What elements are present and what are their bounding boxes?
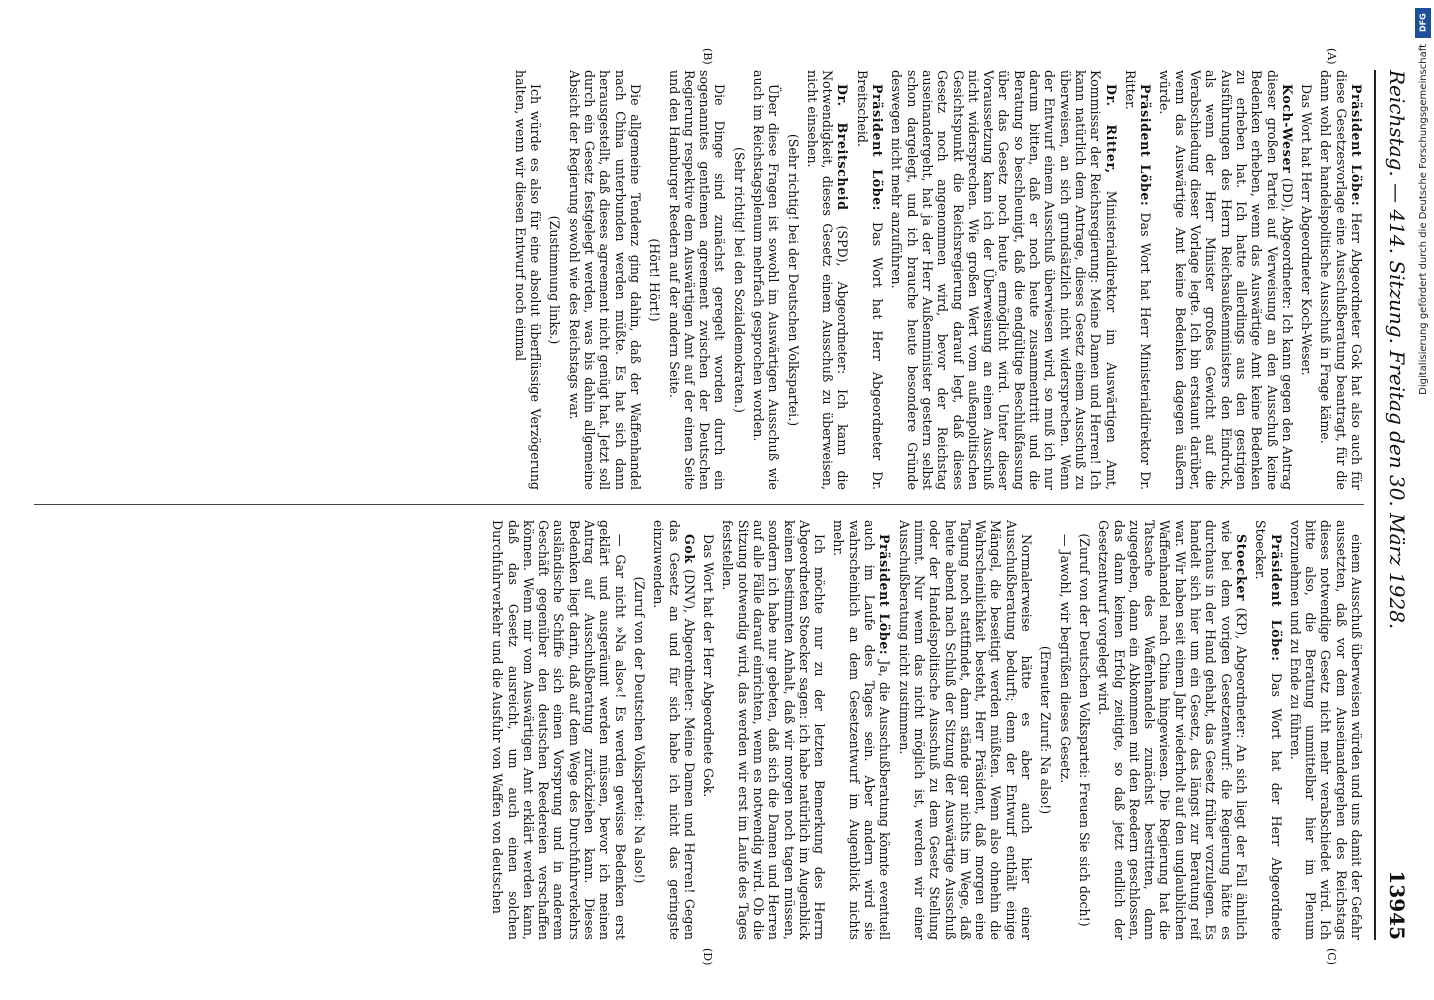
paragraph-text: Das Wort hat Herr Ministerialdirektor Dr. Ritter. — [1122, 70, 1154, 490]
paragraph — [1038, 520, 1053, 940]
paragraph — [701, 520, 716, 940]
paragraph-text: (Erneuter Zuruf: Na also!) — [1038, 645, 1054, 815]
paragraph-text: Über diese Fragen ist sowohl im Auswärtigen Ausschuß wie auch im Reichstagsplenum mehrfach gesprochen worden. — [751, 70, 782, 490]
paragraph-text: (Sehr richtig! bei der Deutschen Volkspartei.) — [785, 133, 801, 427]
dfg-logo: DFG — [1415, 8, 1431, 38]
column-divider — [34, 504, 1364, 505]
speaker-name: Koch-Weser — [1279, 84, 1295, 174]
paragraph-text: (Sehr richtig! bei den Sozialdemokraten.) — [731, 147, 747, 413]
paragraph — [632, 520, 647, 940]
paragraph — [731, 70, 746, 490]
paragraph — [1096, 520, 1249, 940]
speaker-name: Dr. Ritter, — [1103, 84, 1119, 174]
speaker-name: Dr. Breitscheid — [835, 84, 851, 211]
margin-mark-a: (A) — [1325, 48, 1338, 65]
margin-mark-b: (B) — [701, 48, 714, 65]
header-rule — [1374, 70, 1376, 940]
right-column — [24, 520, 1364, 940]
speaker-name: Stoecker — [1233, 534, 1249, 602]
paragraph-text: Das Wort hat Herr Abgeordneter Koch-Weser. — [1299, 84, 1315, 376]
paragraph-text: Herr Abgeordneter Gok hat also auch für diese Gesetzesvorlage eine Ausschußberatung beantragt, für die dann wohl der handelspolitische Ausschuß in Frage käme. — [1318, 70, 1364, 490]
paragraph — [1318, 70, 1364, 490]
paragraph — [1077, 520, 1092, 940]
digitization-side-strip — [1410, 0, 1434, 1000]
paragraph-text: Normalerweise hätte es aber auch hier einer Ausschußberatung bedurft; denn der Entwurf enthält einige Mängel, die beseitigt werden müßten. Wenn also ohnehin die Wahrscheinlichkeit besteht, Herr Präsident, daß morgen eine Tagung noch stattfindet, dann stände gar nichts im Wege, daß heute abend nach Schluß der Sitzung der Auswärtige Ausschuß oder der Handelspolitische Ausschuß zu dem Gesetz Stellung nimmt. Nur wenn das nicht möglich ist, werden wir einer Ausschußberatung nicht zustimmen. — [896, 520, 1035, 940]
paragraph — [1253, 520, 1284, 940]
rotated-scan-page — [0, 30, 1434, 970]
paragraph — [566, 70, 642, 490]
left-column — [24, 70, 1364, 490]
paragraph — [666, 70, 727, 490]
paragraph-text: Das Wort hat Herr Abgeordneter Dr. Breitscheid. — [854, 70, 886, 490]
speaker-name: Präsident Löbe: — [877, 534, 893, 656]
paragraph-text: — Gar nicht »Na also«! Es werden gewisse Bedenken erst geklärt und ausgeräumt werden müssen, bevor ich meinen Antrag auf Ausschußberatung zurückziehen kann. Dieses Bedenken liegt darin, daß auf dem Wege des Durchfuhrverkehrs ausländische Schiffe sich einen Vorsprung und in anderem Geschäft gegenüber den deutschen Reedereien verschaffen können. Wenn mir vom Auswärtigen Amt erklärt werden kann, daß das Gesetz ausreicht, um auch einen solchen Durchfuhrverkehr und die Ausfuhr von Waffen von deutschen — [490, 520, 628, 940]
paragraph-text: Das Wort hat der Herr Abgeordnete Gok. — [701, 534, 717, 798]
margin-mark-d: (D) — [701, 948, 714, 966]
speaker-name: Präsident Löbe: — [870, 84, 886, 212]
paragraph — [1299, 70, 1314, 490]
page-number: 13945 — [1385, 870, 1409, 940]
page-content — [0, 30, 1434, 970]
paragraph — [855, 70, 886, 490]
paragraph-text: (KP), Abgeordneter: An sich liegt der Fall ähnlich wie bei dem vorigen Gesetzentwurf: die Regierung hätte es durchaus in der Hand gehabt, das Gesetz früher vorzulegen. Es handelt sich hier um ein Gesetz, das längst zur Beratung reif war. Wir haben seit einem Jahr wiederholt auf den unglaublichen Waffenhandel nach China hingewiesen. Die Regierung hat die Tatsache des Waffenhandels zunächst bestritten, dann zugegeben, dann ein Abkommen mit den Reedern geschlossen, das dann keinen Erfolg zeitigte, so daß jetzt endlich der Gesetzentwurf vorgelegt wird. — [1096, 520, 1249, 940]
paragraph-text: Ministerialdirektor im Auswärtigen Amt, Kommissar der Reichsregierung: Meine Damen und Herren! Ich kann natürlich dem Antrage, dieses Gesetz einem Ausschuß zu überweisen, an sich grundsätzlich nicht widersprechen. Wenn der Entwurf einem Ausschuß überwiesen wird, so muß ich nur darum bitten, daß er noch heute zusammentritt und die Beratung so beschleunigt, daß die endgültige Beschlußfassung über das Gesetz noch heute ermöglicht wird. Unter dieser Voraussetzung kann ich der Überweisung an einen Ausschuß nicht widersprechen. Wie großen Wert vom außenpolitischen Gesichtspunkt die Reichsregierung darauf legt, daß dieses Gesetz noch angenommen wird, bevor der Reichstag auseinandergeht, hat ja der Herr Außenminister gestern selbst schon dargelegt, und ich brauche heute besondere Gründe deswegen nicht mehr anzuführen. — [889, 70, 1119, 490]
paragraph — [490, 520, 628, 940]
paragraph — [1057, 520, 1072, 940]
speaker-name: Präsident Löbe: — [1268, 534, 1284, 662]
paragraph-text: Das Wort hat der Herr Abgeordnete Stoecker. — [1253, 520, 1284, 940]
paragraph — [751, 70, 782, 490]
paragraph-text: (DNV), Abgeordneter: Meine Damen und Herren! Gegen das Gesetz an und für sich habe ich nicht das geringste einzuwenden. — [651, 520, 697, 940]
paragraph — [1123, 70, 1154, 490]
paragraph-text: — Jawohl, wir begrüßen dieses Gesetz. — [1057, 534, 1073, 784]
paragraph-text: (Zuruf von der Deutschen Volkspartei: Freuen Sie sich doch!) — [1076, 533, 1092, 927]
paragraph — [831, 520, 892, 940]
paragraph-text: Ja, die Ausschußberatung könnte eventuell auch im Laufe des Tages sein. Aber andern wird sie wahrscheinlich an dem Gesetzentwurf im Augenblick nichts mehr. — [831, 520, 893, 940]
paragraph — [647, 70, 662, 490]
paragraph — [547, 70, 562, 490]
running-header — [1380, 70, 1414, 940]
paragraph-text: (DD), Abgeordneter: Ich kann gegen den Antrag dieser großen Partei auf Verweisung an den Ausschuß keine Bedenken erheben, wenn das Auswärtige Amt keine Bedenken zu erheben hat. Ich hatte allerdings aus den gestrigen Ausführungen des Herrn Reichsaußenministers den Eindruck, als wenn der Herr Minister großes Gewicht auf die Verabschiedung dieser Vorlage legte. Ich bin erstaunt darüber, wenn das Auswärtige Amt keine Bedenken dagegen äußern würde. — [1157, 70, 1295, 490]
paragraph-text: (SPD), Abgeordneter: Ich kann die Notwendigkeit, dieses Gesetz einem Ausschuß zu überweisen, nicht einsehen. — [804, 70, 851, 490]
paragraph — [896, 520, 1034, 940]
paragraph — [513, 70, 544, 490]
paragraph — [1157, 70, 1295, 490]
paragraph — [1288, 520, 1364, 940]
speaker-name: Präsident Löbe: — [1349, 84, 1364, 207]
paragraph-text: (Hört! Hört!) — [647, 238, 663, 322]
paragraph-text: Die allgemeine Tendenz ging dahin, daß der Waffenhandel nach China unterbunden werden müßte. Es hat sich dann herausgestellt, daß dieses agreement nicht genügt hat. Jetzt soll durch ein Gesetz festgelegt werden, was bis dahin allgemeine Absicht der Regierung sowohl wie des Reichstags war. — [566, 70, 643, 490]
paragraph-text: Ich möchte nur zu der letzten Bemerkung des Herrn Abgeordneten Stoecker sagen: ich habe natürlich im Augenblick keinen bestimmten Anhalt, daß wir morgen noch tagen müssen, sondern ich habe nur gebeten, daß sich die Damen und Herren auf alle Fälle darauf einrichten, wenn es notwendig wird. Ob die Sitzung notwendig wird, das werden wir erst im Laufe des Tages feststellen. — [720, 520, 828, 940]
margin-mark-c: (C) — [1325, 948, 1338, 965]
header-title: Reichstag. — 414. Sitzung. Freitag den 30. März 1928. — [1385, 70, 1409, 630]
paragraph — [720, 520, 827, 940]
paragraph-text: (Zustimmung links.) — [547, 215, 563, 345]
paragraph-text: einem Ausschuß überweisen würden und uns damit der Gefahr aussetzten, daß vor dem Auseinandergehen des Reichstags dieses notwendige Gesetz nicht mehr verabschiedet wird. Ich bitte also, die Beratung unmittelbar hier im Plenum vorzunehmen und zu Ende zu führen. — [1287, 520, 1364, 940]
paragraph — [785, 70, 800, 490]
speaker-name: Präsident Löbe: — [1138, 84, 1154, 207]
paragraph — [651, 520, 697, 940]
speaker-name: Gok — [681, 534, 697, 564]
paragraph — [889, 70, 1118, 490]
digitization-caption: Digitalisierung gefördert durch die Deutsche Forschungsgemeinschaft — [1418, 44, 1429, 395]
paragraph-text: (Zuruf von der Deutschen Volkspartei: Na also!) — [631, 576, 647, 884]
paragraph-text: Ich würde es also für eine absolut überflüssige Verzögerung halten, wenn wir diesen Entwurf noch einmal — [512, 70, 544, 490]
paragraph — [805, 70, 851, 490]
paragraph-text: Die Dinge sind zunächst geregelt worden durch ein sogenanntes gentlemen agreement zwischen der Deutschen Regierung respektive dem Auswärtigen Amt auf der einen Seite und den Hamburger Reedern auf der andern Seite. — [666, 70, 728, 490]
